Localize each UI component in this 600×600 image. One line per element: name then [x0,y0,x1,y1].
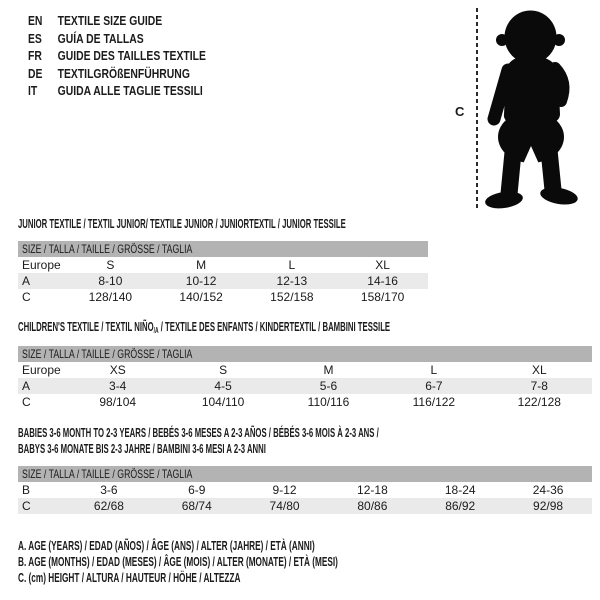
language-code: FR [28,48,42,64]
size-cell: 6-9 [188,483,206,497]
size-row [18,273,428,289]
size-cell: 74/80 [269,499,300,513]
size-cell: L [288,258,296,272]
row-label: C [22,395,31,409]
legend-notes [18,538,503,586]
language-code: DE [28,65,43,81]
size-cell: 6-7 [425,379,443,393]
size-cell: 152/158 [270,290,314,304]
size-cell: 62/68 [93,499,124,513]
size-header-label: SIZE / TALLA / TAILLE / GRÖSSE / TAGLIA [22,242,193,256]
size-cell: 92/98 [533,499,564,513]
size-cell: 5-6 [319,379,338,393]
size-cell: 104/110 [201,395,245,409]
size-cell: 14-16 [367,274,398,288]
language-label: GUIDA ALLE TAGLIE TESSILI [57,83,203,99]
language-row [28,65,250,83]
size-cell: 116/122 [412,395,456,409]
size-table [18,482,592,514]
size-cell: L [430,363,438,377]
size-cell: 10-12 [185,274,217,288]
height-measure-label: C [455,104,465,119]
language-code: IT [28,83,38,99]
language-row [28,47,250,65]
size-header-bar [18,241,428,257]
size-cell: XL [531,363,547,377]
language-row [28,82,250,100]
height-figure [455,4,600,216]
size-cell: 110/116 [307,395,350,409]
row-label: B [22,483,31,497]
size-cell: 12-13 [276,274,308,288]
size-cell: 18-24 [444,483,476,497]
row-label: A [22,274,31,288]
size-row [18,394,592,410]
legend-note: C. (cm) HEIGHT / ALTURA / HAUTEUR / HÖHE / ALTEZZA [18,571,241,585]
size-row [18,257,428,273]
language-code: EN [28,13,43,28]
size-header-label: SIZE / TALLA / TAILLE / GRÖSSE / TAGLIA [22,467,193,481]
size-cell: XS [109,363,126,377]
size-cell: 86/92 [445,499,476,513]
size-cell: 9-12 [272,483,297,497]
size-row [18,362,592,378]
legend-note: B. AGE (MONTHS) / EDAD (MESES) / ÂGE (MOIS) / ALTER (MONATE) / ETÀ (MESI) [18,555,338,569]
size-cell: M [196,258,207,272]
size-cell: 3-6 [100,483,118,497]
size-cell: M [323,363,334,377]
language-label: GUIDE DES TAILLES TEXTILE [57,48,206,64]
size-cell: 24-36 [532,483,564,497]
size-cell: XL [375,258,390,272]
row-label: Europe [22,363,61,377]
toddler-silhouette-icon [481,4,581,210]
table-title: BABIES 3-6 MONTH TO 2-3 YEARS / BEBÉS 3-6 MESES A 2-3 AÑOS / BÉBÉS 3-6 MOIS À 2-3 ANS / BABYS 3-6 MONATE BIS 2-3 JAHRE / BAMBINI 3-6 MESI A 2-3 ANNI [18,426,379,456]
size-table [18,257,428,305]
size-header-bar [18,466,592,482]
size-row [18,482,592,498]
size-cell: 122/128 [517,395,561,409]
table-title: CHILDREN'S TEXTILE / TEXTIL $NIÑO_{/A}$ / TEXTILE DES ENFANTS / KINDERTEXTIL / BAMBINI TESSILE [18,320,391,335]
language-label: TEXTILE SIZE GUIDE [57,13,163,28]
row-label: C [22,290,31,304]
language-list [28,12,250,100]
size-cell: S [219,363,228,377]
junior-size-table [18,217,428,305]
size-cell: 140/152 [179,290,223,304]
height-measure-dotted-line [476,8,478,210]
children-size-table [18,320,592,410]
size-header-bar [18,346,592,362]
language-label: GUÍA DE TALLAS [57,30,144,46]
row-label: A [22,379,31,393]
size-table [18,362,592,410]
language-row [28,12,250,30]
size-row [18,378,592,394]
table-title: JUNIOR TEXTILE / TEXTIL JUNIOR/ TEXTILE JUNIOR / JUNIORTEXTIL / JUNIOR TESSILE [18,217,346,231]
size-cell: S [106,258,115,272]
size-row [18,289,428,305]
size-cell: 68/74 [181,499,212,513]
size-cell: 7-8 [530,379,548,393]
size-cell: 3-4 [109,379,127,393]
language-row [28,30,250,48]
legend-note: A. AGE (YEARS) / EDAD (AÑOS) / ÂGE (ANS) / ALTER (JAHRE) / ETÀ (ANNI) [18,539,315,553]
row-label: C [22,499,31,513]
size-cell: 4-5 [214,379,232,393]
size-cell: 8-10 [98,274,123,288]
size-row [18,498,592,514]
size-header-label: SIZE / TALLA / TAILLE / GRÖSSE / TAGLIA [22,347,193,361]
size-cell: 12-18 [357,483,388,497]
size-cell: 98/104 [99,395,137,409]
language-label: TEXTILGRÖßENFÜHRUNG [57,65,190,81]
size-cell: 158/170 [360,290,405,304]
size-cell: 128/140 [88,290,133,304]
row-label: Europe [22,258,61,272]
language-code: ES [28,30,42,46]
size-cell: 80/86 [357,499,388,513]
babies-size-table [18,426,592,514]
